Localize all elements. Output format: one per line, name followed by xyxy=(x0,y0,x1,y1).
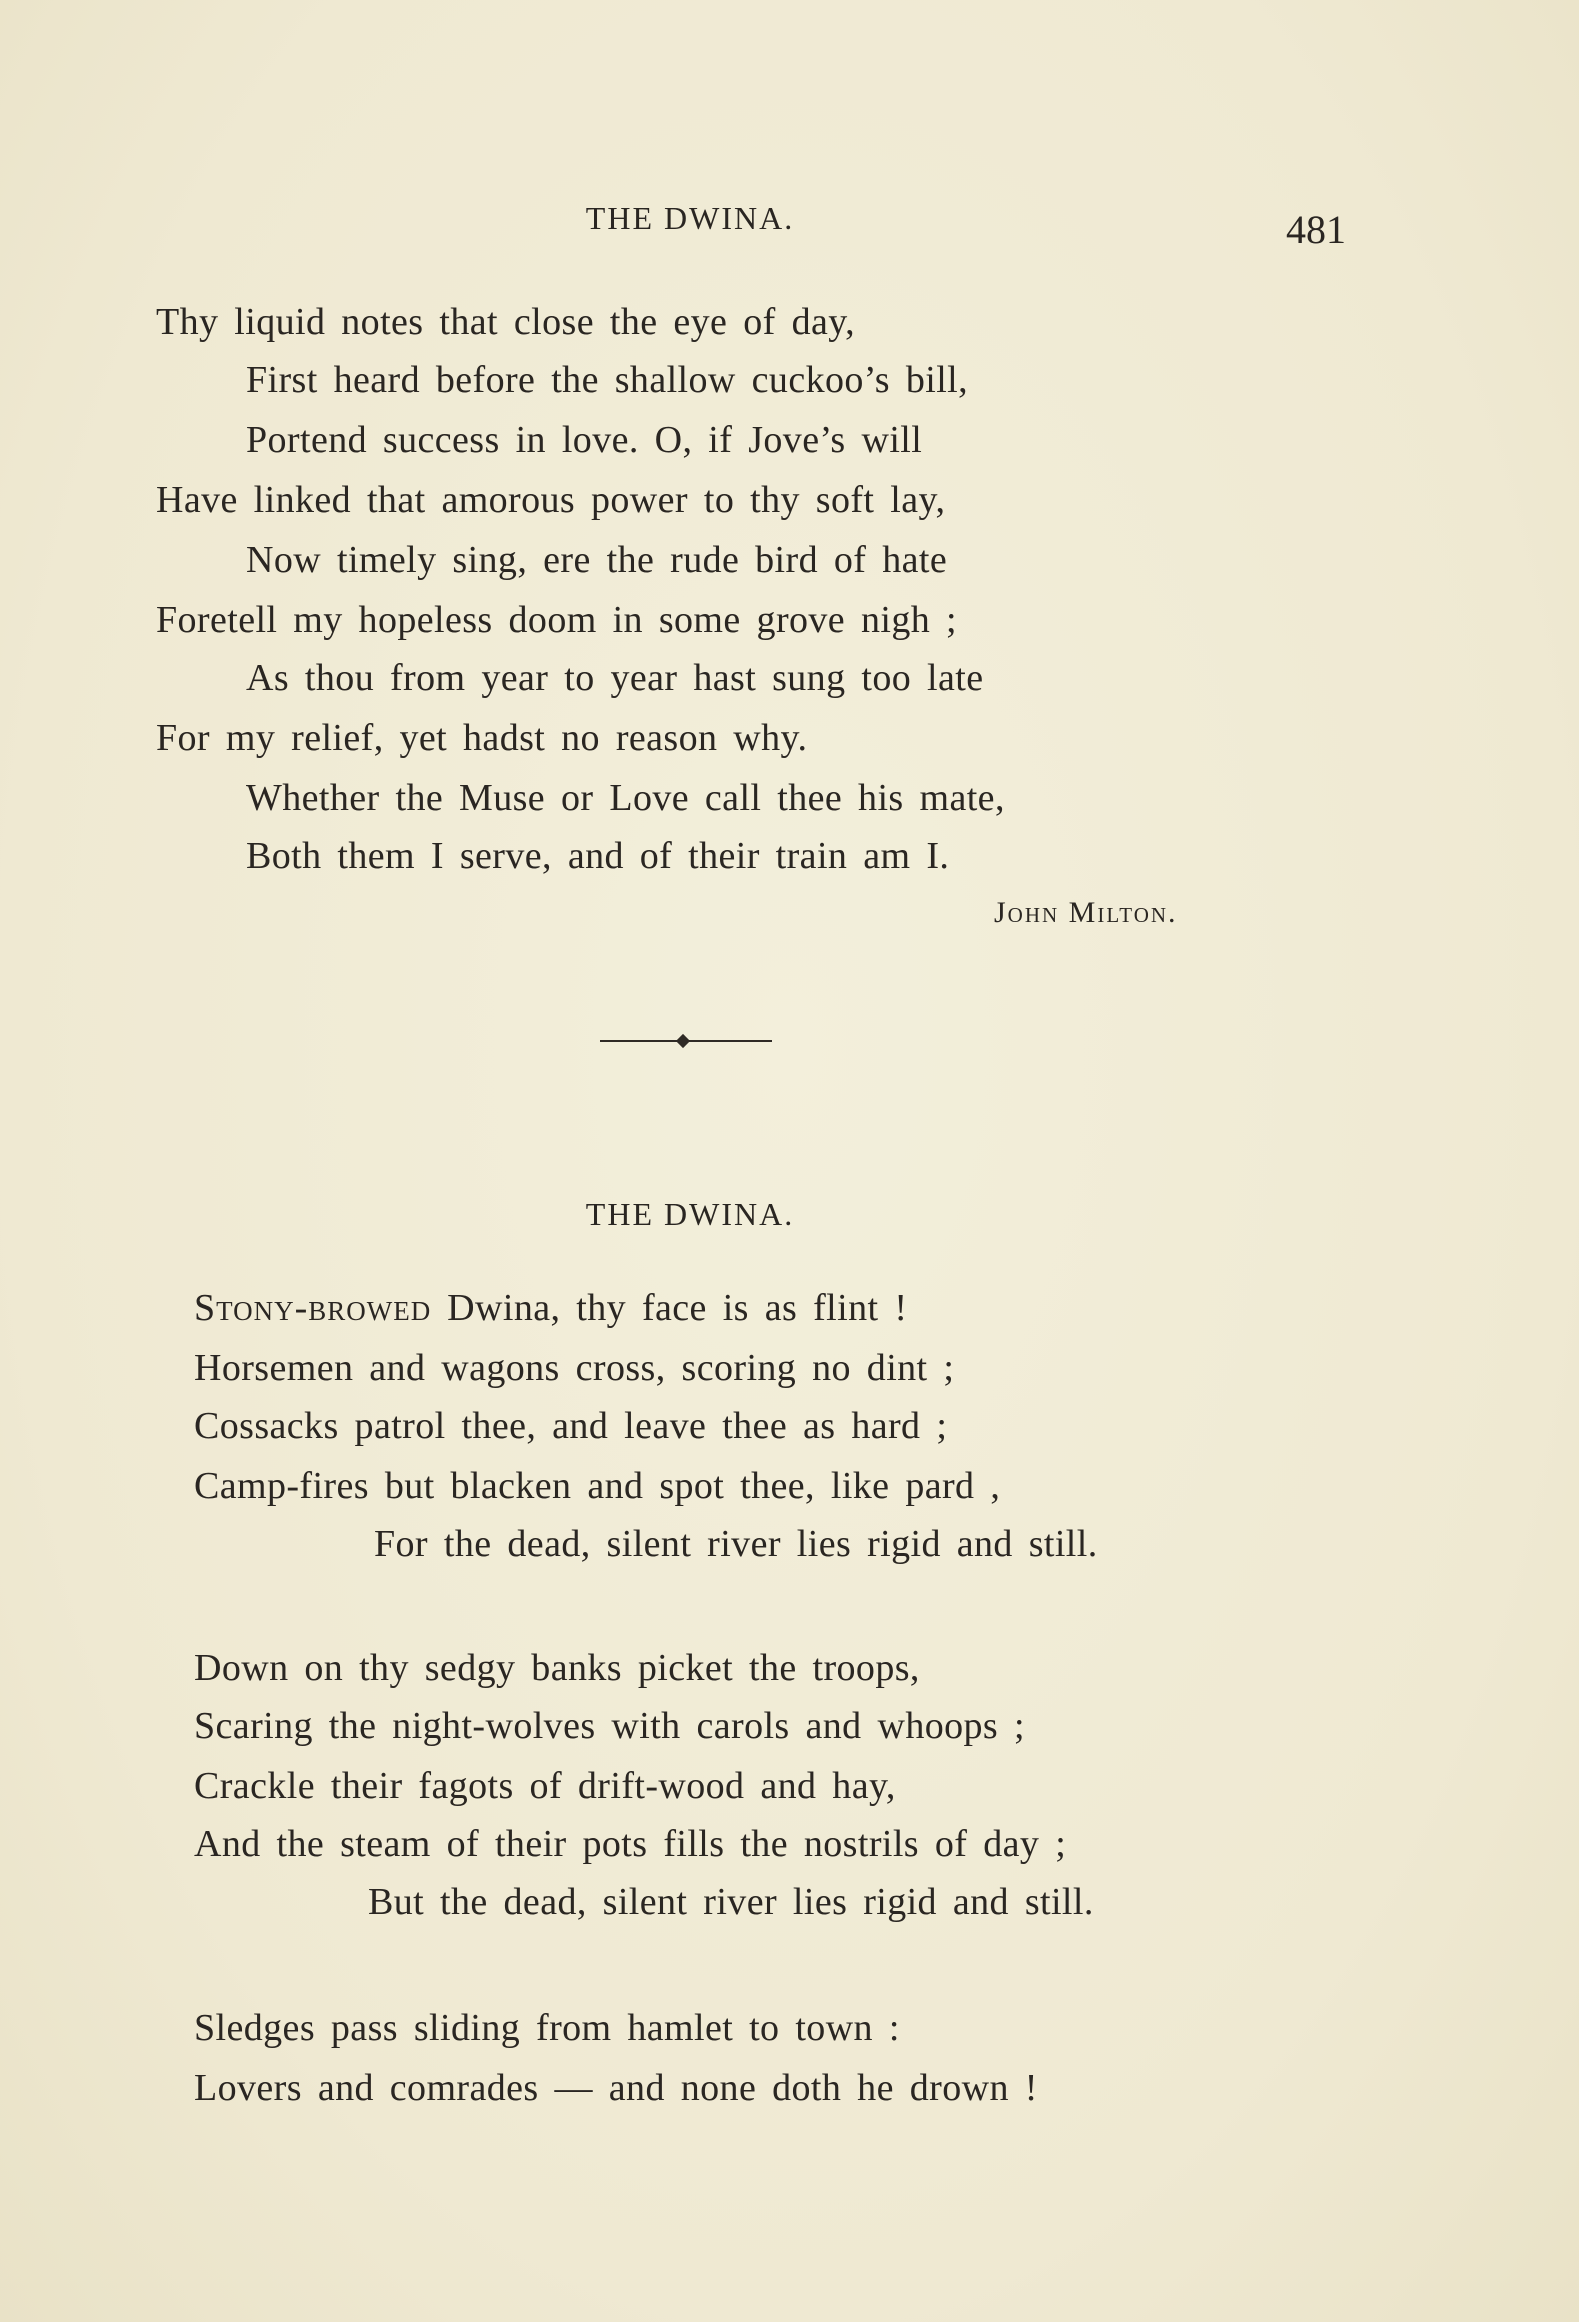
dwina-line: Sledges pass sliding from hamlet to town : xyxy=(194,2007,900,2049)
milton-line: Now timely sing, ere the rude bird of hate xyxy=(246,539,948,581)
first-words-small-caps: Stony-browed xyxy=(194,1287,432,1329)
dwina-refrain: For the dead, silent river lies rigid and still. xyxy=(374,1523,1098,1565)
milton-line: For my relief, yet hadst no reason why. xyxy=(156,717,808,759)
dwina-refrain: But the dead, silent river lies rigid and still. xyxy=(368,1881,1094,1923)
milton-line: As thou from year to year hast sung too late xyxy=(246,657,984,699)
running-head: THE DWINA. xyxy=(585,200,795,236)
author-attribution: John Milton. xyxy=(994,896,1178,929)
first-line-rest: Dwina, thy face is as flint ! xyxy=(431,1287,908,1329)
milton-line: First heard before the shallow cuckoo’s bill, xyxy=(246,359,969,401)
dwina-line: Cossacks patrol thee, and leave thee as hard ; xyxy=(194,1405,948,1447)
poem-title: THE DWINA. xyxy=(585,1196,795,1232)
milton-line: Whether the Muse or Love call thee his mate, xyxy=(246,777,1005,819)
dwina-line: And the steam of their pots fills the nostrils of day ; xyxy=(194,1823,1067,1865)
dwina-line: Crackle their fagots of drift-wood and hay, xyxy=(194,1765,896,1807)
page-number: 481 xyxy=(1286,207,1346,252)
section-divider xyxy=(600,1036,772,1046)
milton-line: Have linked that amorous power to thy soft lay, xyxy=(156,479,946,521)
milton-line: Foretell my hopeless doom in some grove nigh ; xyxy=(156,599,957,641)
dwina-line: Lovers and comrades — and none doth he drown ! xyxy=(194,2067,1038,2109)
dwina-line: Down on thy sedgy banks picket the troops, xyxy=(194,1647,920,1689)
dwina-line: Scaring the night-wolves with carols and whoops ; xyxy=(194,1705,1025,1747)
milton-line: Thy liquid notes that close the eye of day, xyxy=(156,301,856,343)
divider-ornament xyxy=(676,1034,690,1048)
dwina-line xyxy=(194,1286,907,1330)
dwina-line: Camp-fires but blacken and spot thee, like pard , xyxy=(194,1465,1001,1507)
dwina-line: Horsemen and wagons cross, scoring no dint ; xyxy=(194,1347,955,1389)
milton-line: Both them I serve, and of their train am I. xyxy=(246,835,950,877)
milton-line: Portend success in love. O, if Jove’s will xyxy=(246,419,923,461)
